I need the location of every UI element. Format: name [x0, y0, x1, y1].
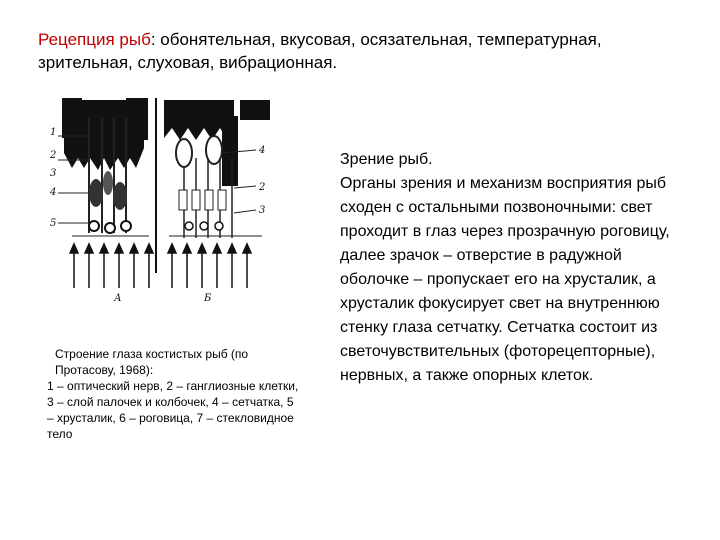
label-r3: 3 — [259, 205, 266, 216]
label-3: 3 — [50, 168, 57, 179]
label-1: 1 — [50, 127, 57, 138]
caption-body: 1 – оптический нерв, 2 – ганглиозные клетки, 3 – слой палочек и колбочек, 4 – сетчатка, 5 – хрусталик, 6 – роговица, 7 – стекловидное тело — [47, 379, 299, 441]
panel-a-label: А — [114, 293, 122, 304]
vision-text-block — [340, 148, 690, 388]
label-r4: 4 — [259, 145, 266, 156]
title-accent: Рецепция рыб — [38, 30, 151, 49]
title-rest: : обонятельная, вкусовая, осязательная, температурная, зрительная, слуховая, вибрационная. — [38, 30, 602, 72]
label-r2: 2 — [259, 182, 266, 193]
label-5: 5 — [50, 218, 57, 229]
retina-diagram — [44, 98, 284, 308]
caption-title: Строение глаза костистых рыб (по Протасову, 1968): — [55, 347, 249, 377]
panel-b-label: Б — [204, 293, 212, 304]
figure-caption — [47, 346, 302, 442]
panel-a — [62, 98, 149, 236]
label-4: 4 — [50, 187, 57, 198]
slide-title — [38, 28, 678, 74]
label-2: 2 — [50, 150, 57, 161]
section-body: Органы зрения и механизм восприятия рыб сходен с остальными позвоночными: свет проходит в глаз через прозрачную роговицу, далее зрачок – отверстие в радужной оболочке – пропускает его на хрусталик, а хрусталик фокусирует свет на внутреннюю стенку глаза сетчатку. Сетчатка состоит из светочувствительных (фоторецепторные), нервных, а также опорных клеток. — [340, 175, 670, 384]
light-arrows — [70, 244, 251, 288]
retina-diagram-svg — [44, 98, 284, 308]
section-heading: Зрение рыб. — [340, 151, 433, 168]
panel-b — [164, 100, 270, 238]
